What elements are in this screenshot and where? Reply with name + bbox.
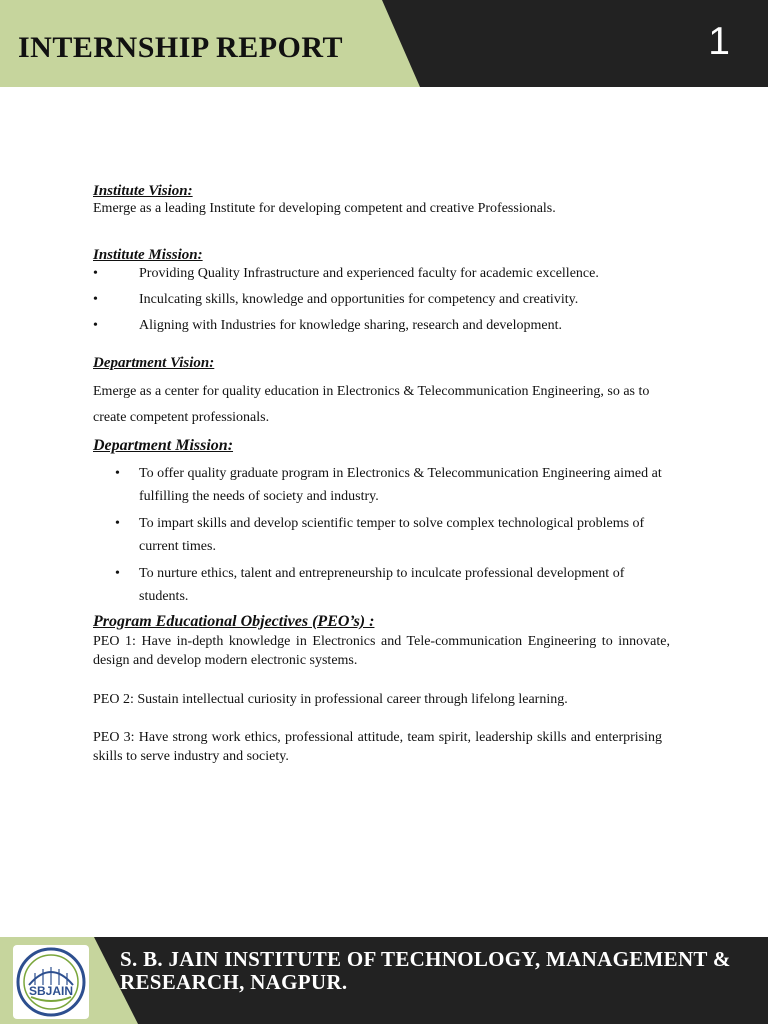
bullet-icon: • xyxy=(115,466,120,481)
svg-text:SBJAIN: SBJAIN xyxy=(28,984,74,998)
bullet-icon: • xyxy=(93,318,98,333)
institute-mission-list xyxy=(93,264,670,335)
peo-heading: Program Educational Objectives (PEO’s) : xyxy=(93,613,375,630)
page-number: 1 xyxy=(708,20,730,63)
bullet-icon: • xyxy=(93,266,98,281)
bullet-icon: • xyxy=(115,566,120,581)
department-mission-section xyxy=(93,436,670,608)
institute-vision-section xyxy=(93,182,670,218)
institute-mission-heading: Institute Mission: xyxy=(93,247,203,263)
list-item: • Providing Quality Infrastructure and experienced faculty for academic excellence. xyxy=(93,266,599,281)
department-vision-section xyxy=(93,354,670,431)
institute-vision-text: Emerge as a leading Institute for developing competent and creative Professionals. xyxy=(93,201,556,216)
department-vision-heading: Department Vision: xyxy=(93,355,215,371)
list-item: • To offer quality graduate program in Electronics & Telecommunication Engineering aimed at fulfilling the needs of society and industry. xyxy=(93,462,670,508)
department-vision-text: Emerge as a center for quality education in Electronics & Telecommunication Engineering, so as to create competent professionals. xyxy=(93,384,650,425)
report-title: INTERNSHIP REPORT xyxy=(18,31,344,64)
list-item: • To impart skills and develop scientific temper to solve complex technological problems of current times. xyxy=(93,512,670,558)
department-mission-list xyxy=(93,462,670,608)
bullet-icon: • xyxy=(93,292,98,307)
institute-logo xyxy=(13,945,89,1019)
peo-section xyxy=(93,612,670,766)
peo-item: PEO 3: Have strong work ethics, professional attitude, team spirit, leadership skills and enterprising skills to serve industry and society. xyxy=(93,730,662,764)
institute-mission-section xyxy=(93,246,670,335)
peo-item: PEO 1: Have in-depth knowledge in Electronics and Tele-communication Engineering to innovate, design and develop modern electronic systems. xyxy=(93,634,670,668)
institute-name: S. B. JAIN INSTITUTE OF TECHNOLOGY, MANAGEMENT & RESEARCH, NAGPUR. xyxy=(120,947,731,994)
page-footer xyxy=(0,937,768,1024)
list-item: • Aligning with Industries for knowledge sharing, research and development. xyxy=(93,318,563,333)
list-item: • Inculcating skills, knowledge and opportunities for competency and creativity. xyxy=(93,292,579,307)
report-body xyxy=(93,182,670,766)
page-header xyxy=(0,0,768,87)
bullet-icon: • xyxy=(115,516,120,531)
peo-item: PEO 2: Sustain intellectual curiosity in professional career through lifelong learning. xyxy=(93,692,568,707)
department-mission-heading: Department Mission: xyxy=(93,437,234,454)
logo-emblem-icon xyxy=(13,945,89,1019)
institute-vision-heading: Institute Vision: xyxy=(93,183,193,199)
list-item: • To nurture ethics, talent and entrepreneurship to inculcate professional development of students. xyxy=(93,562,670,608)
